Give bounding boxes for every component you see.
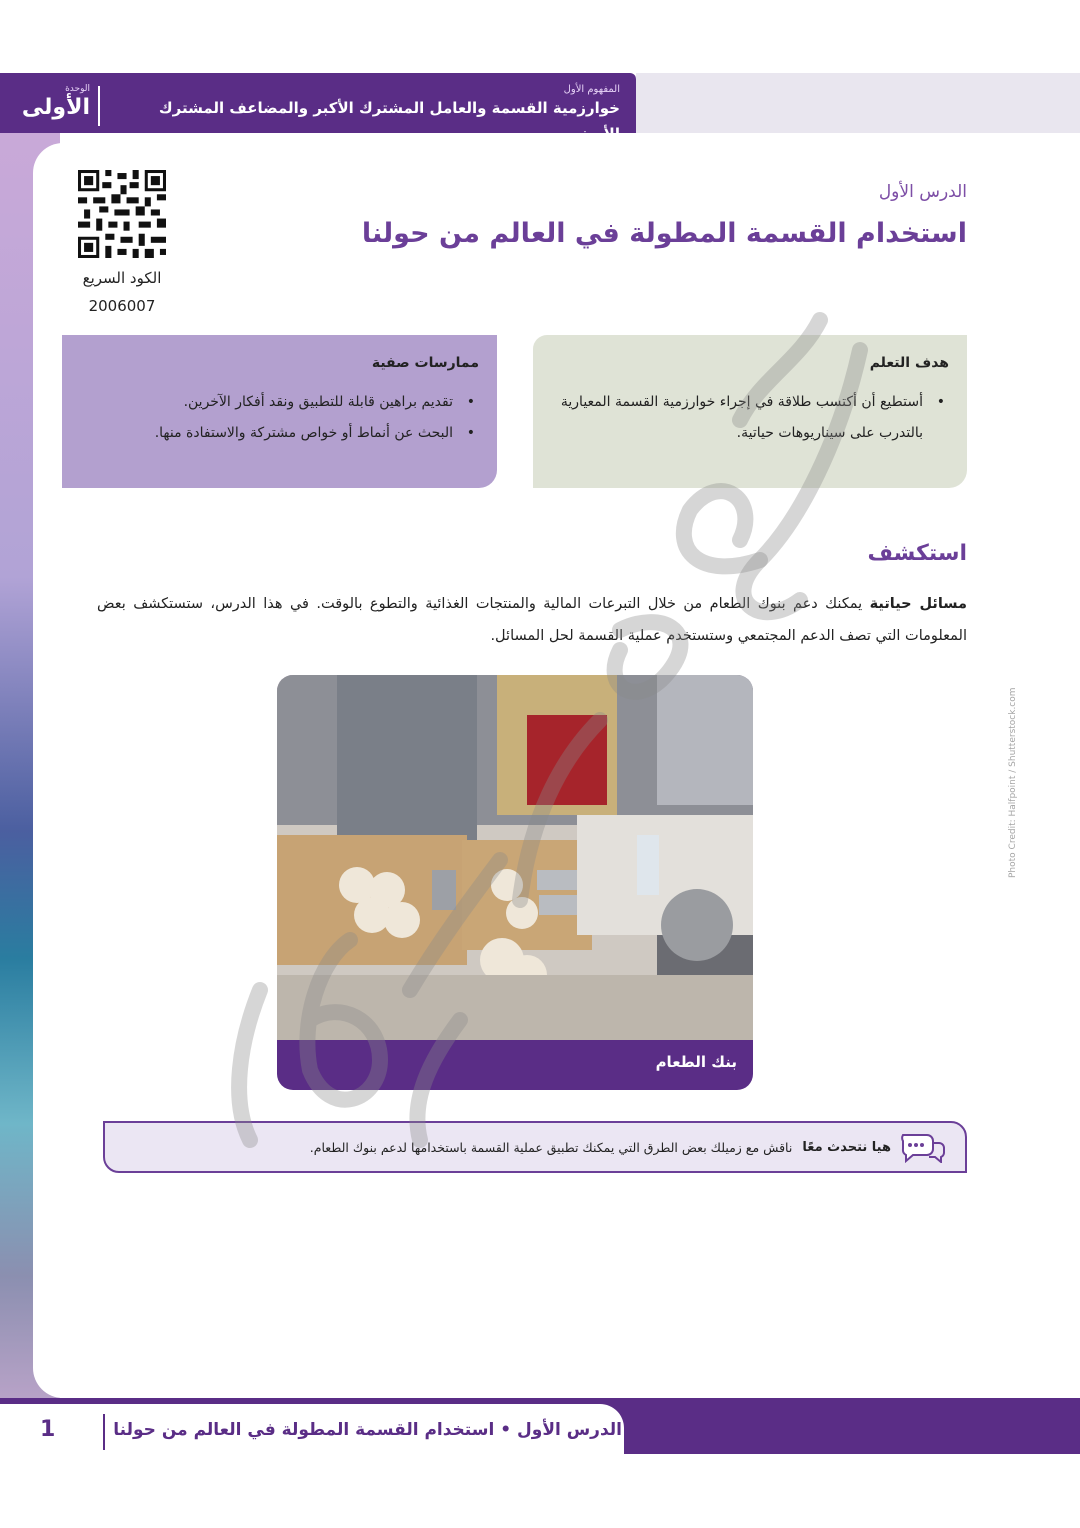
food-bank-figure — [277, 675, 753, 1090]
photo-credit: Photo Credit: Halfpoint / Shutterstock.com — [1008, 687, 1018, 878]
header-divider — [98, 86, 100, 126]
speech-bubbles-icon — [899, 1131, 947, 1163]
list-item: • البحث عن أنماط أو خواص مشتركة والاستفادة منها. — [80, 418, 479, 449]
photo-caption: بنك الطعام — [655, 1053, 737, 1071]
unit-value: الأولى — [21, 95, 90, 120]
explore-lead: مسائل حياتية — [869, 596, 968, 612]
explore-heading: استكشف — [867, 541, 967, 566]
explore-paragraph — [97, 588, 967, 652]
practice-box-title: ممارسات صفية — [371, 355, 479, 371]
explore-text: يمكنك دعم بنوك الطعام من خلال التبرعات المالية والمنتجات الغذائية والتطوع بالوقت. في هذا الدرس، ستستكشف بعض المعلومات التي تصف الدعم المجتمعي وستستخدم عملية القسمة لحل المسائل. — [97, 596, 967, 644]
footer-lesson-title: الدرس الأول • استخدام القسمة المطولة في العالم من حولنا — [113, 1420, 622, 1440]
goal-list — [551, 387, 949, 449]
unit-block — [14, 84, 90, 122]
footer-divider — [103, 1414, 105, 1450]
page-title: استخدام القسمة المطولة في العالم من حولنا — [361, 218, 967, 249]
goal-box-title: هدف التعلم — [869, 355, 949, 371]
concept-label: المفهوم الأول — [563, 84, 620, 95]
food-bank-photo — [277, 675, 753, 1040]
concept-block — [108, 84, 620, 147]
qr-code-icon[interactable] — [78, 170, 166, 258]
qr-code-number: 2006007 — [88, 297, 156, 315]
goal-box — [533, 335, 967, 488]
practice-box — [62, 335, 497, 488]
unit-label: الوحدة — [65, 84, 90, 94]
practice-list — [80, 387, 479, 449]
qr-caption-label: الكود السريع — [82, 269, 162, 287]
page-number: 1 — [40, 1417, 56, 1442]
talk-text: ناقش مع زميلك بعض الطرق التي يمكنك تطبيق عملية القسمة باستخدامها لدعم بنوك الطعام. — [309, 1139, 793, 1155]
qr-caption — [60, 264, 184, 320]
header-stripe — [636, 73, 1080, 133]
list-item: • تقديم براهين قابلة للتطبيق ونقد أفكار الآخرين. — [80, 387, 479, 418]
list-item: • أستطيع أن أكتسب طلاقة في إجراء خوارزمية القسمة المعيارية بالتدرب على سيناريوهات حياتية. — [551, 387, 949, 449]
talk-lead: هيا نتحدث معًا — [802, 1139, 891, 1155]
concept-title: خوارزمية القسمة والعامل المشترك الأكبر والمضاعف المشترك الأصغر — [158, 99, 620, 143]
talk-box — [103, 1121, 967, 1173]
lesson-label: الدرس الأول — [878, 182, 967, 202]
